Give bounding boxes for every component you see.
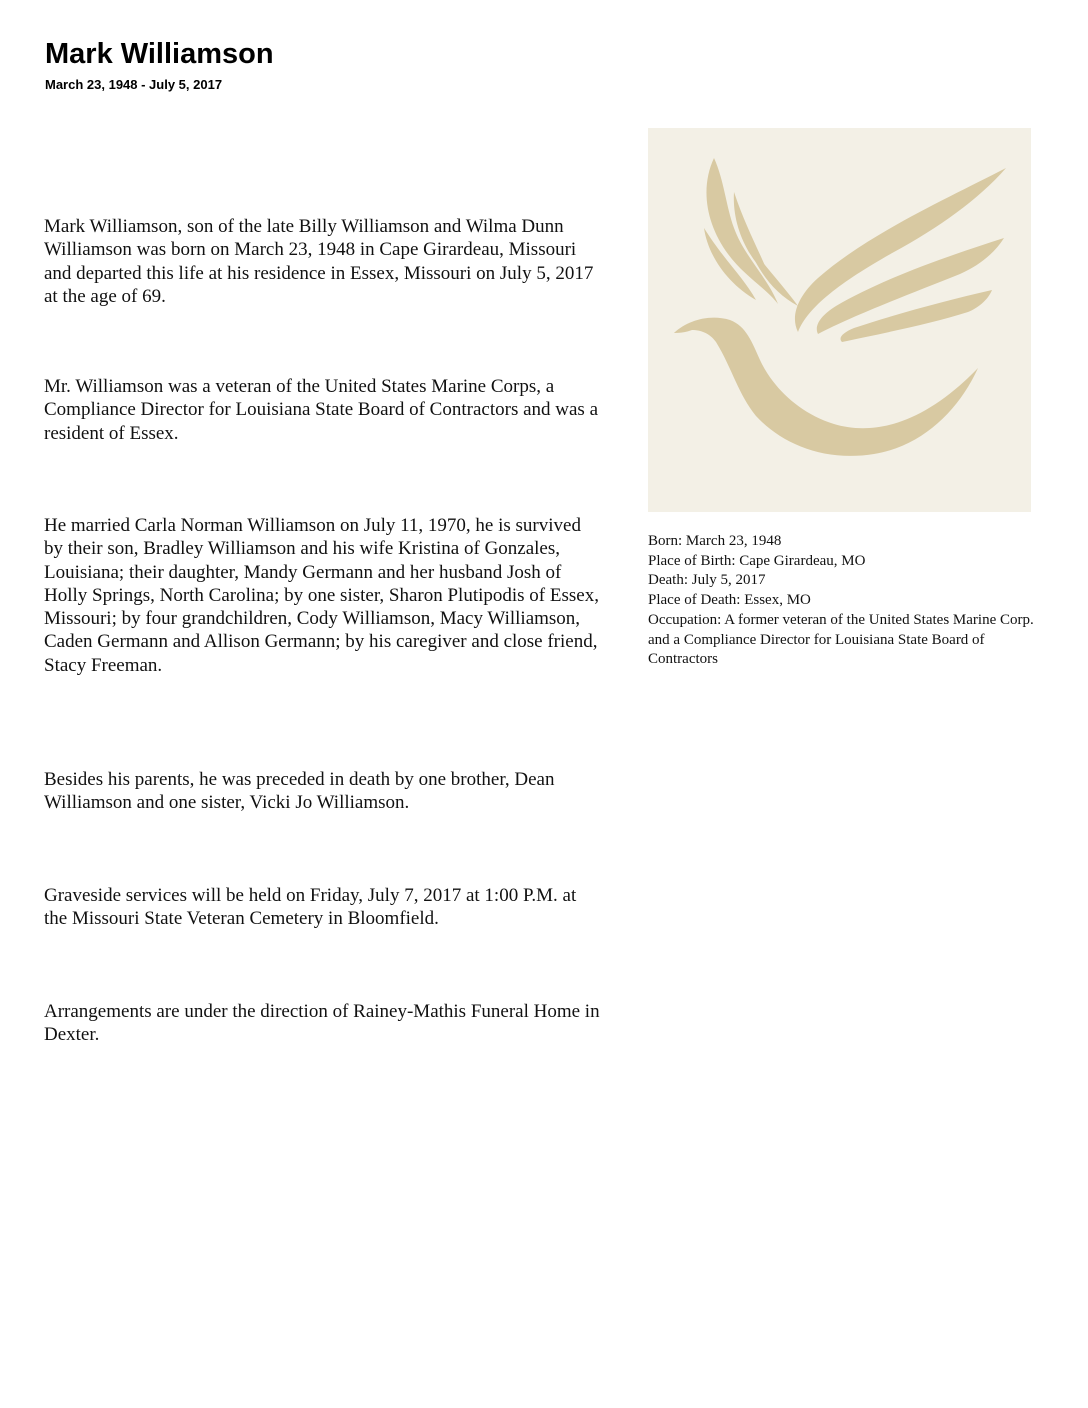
paragraph-preceded: Besides his parents, he was preceded in death by one brother, Dean Williamson and one sister, Vicki Jo Williamson. <box>44 769 555 814</box>
paragraph-services: Graveside services will be held on Friday, July 7, 2017 at 1:00 P.M. at the Missouri State Veteran Cemetery in Bloomfield. <box>44 885 577 930</box>
paragraph-birth: Mark Williamson, son of the late Billy Williamson and Wilma Dunn Williamson was born on March 23, 1948 in Cape Girardeau, Missouri and departed this life at his residence in Essex, Missouri on July 5, 2017 at the age of 69. <box>44 216 594 307</box>
page-title: Mark Williamson <box>45 38 274 70</box>
vital-facts <box>648 532 1048 670</box>
memorial-photo <box>648 128 1031 512</box>
dove-icon <box>648 128 1031 512</box>
paragraph-arrangements: Arrangements are under the direction of Rainey-Mathis Funeral Home in Dexter. <box>44 1001 600 1046</box>
fact-death: Death: July 5, 2017 <box>648 572 766 589</box>
paragraph-career: Mr. Williamson was a veteran of the United States Marine Corps, a Compliance Director for Louisiana State Board of Contractors and was a resident of Essex. <box>44 376 598 444</box>
fact-place-of-birth: Place of Birth: Cape Girardeau, MO <box>648 552 866 569</box>
fact-place-of-death: Place of Death: Essex, MO <box>648 592 811 609</box>
fact-occupation: Occupation: A former veteran of the United States Marine Corp. and a Compliance Director for Louisiana State Board of Contractors <box>648 611 1034 668</box>
life-dates: March 23, 1948 - July 5, 2017 <box>45 77 223 92</box>
paragraph-survivors: He married Carla Norman Williamson on July 11, 1970, he is survived by their son, Bradley Williamson and his wife Kristina of Gonzales, Louisiana; their daughter, Mandy Germann and her husband Josh of Holly Springs, North Carolina; by one sister, Sharon Plutipodis of Essex, Missouri; by four grandchildren, Cody Williamson, Macy Williamson, Caden Germann and Allison Germann; by his caregiver and close friend, Stacy Freeman. <box>44 515 599 676</box>
fact-born: Born: March 23, 1948 <box>648 533 782 549</box>
obituary-header <box>45 36 605 94</box>
